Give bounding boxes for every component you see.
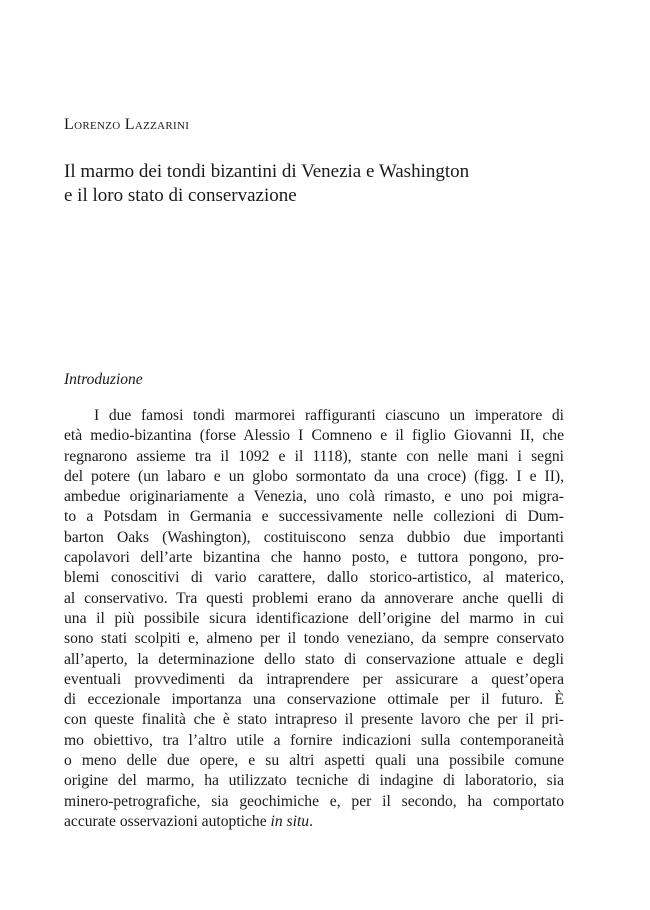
paragraph-line: con queste finalità che è stato intrapreso il presente lavoro che per il pri- [64, 711, 564, 729]
article-title-line-1: Il marmo dei tondi bizantini di Venezia e Washington [64, 161, 470, 182]
paragraph-line: al conservativo. Tra questi problemi erano da annoverare anche quelli di [64, 589, 564, 607]
body-paragraph [64, 406, 564, 832]
paragraph-line: to a Potsdam in Germania e successivamente nelle collezioni di Dum- [64, 508, 564, 526]
paragraph-line: mo obiettivo, tra l’altro utile a fornire indicazioni sulla contemporaneità [64, 731, 564, 749]
paragraph-line: età medio-bizantina (forse Alessio I Comneno e il figlio Giovanni II, che [64, 427, 564, 445]
paragraph-line: del potere (un labaro e un globo sormontato da una croce) (figg. I e II), [64, 467, 564, 485]
section-heading: Introduzione [64, 371, 143, 388]
paragraph-line: minero-petrografiche, sia geochimiche e, per il secondo, ha comportato [64, 792, 564, 810]
paragraph-last-line [64, 812, 564, 832]
paragraph-line: una il più possibile sicura identificazione dell’origine del marmo in cui [64, 609, 564, 627]
paragraph-line: barton Oaks (Washington), costituiscono senza dubbio due importanti [64, 528, 564, 546]
author-first-name: Lorenzo [64, 116, 121, 133]
article-title-line-2: e il loro stato di conservazione [64, 185, 297, 206]
paragraph-line: regnarono assieme tra il 1092 e il 1118), stante con nelle mani i segni [64, 447, 564, 465]
italic-phrase: in situ [270, 812, 310, 830]
paragraph-line: ambedue originariamente a Venezia, uno colà rimasto, e uno poi migra- [64, 488, 564, 506]
paragraph-line: blemi conoscitivi di vario carattere, dallo storico-artistico, al materico, [64, 569, 564, 587]
paragraph-line: all’aperto, la determinazione dello stato di conservazione attuale e degli [64, 650, 564, 668]
paragraph-line: di eccezionale importanza una conservazione ottimale per il futuro. È [64, 691, 564, 709]
paragraph-line: o meno delle due opere, e su altri aspetti quali una possibile comune [64, 752, 564, 770]
paragraph-line: I due famosi tondi marmorei raffiguranti ciascuno un imperatore di [94, 407, 564, 424]
paragraph-line: sono stati scolpiti e, almeno per il tondo veneziano, da sempre conservato [64, 630, 564, 648]
paragraph-line: eventuali provvedimenti da intraprendere per assicurare a quest’opera [64, 670, 564, 688]
paragraph-end-punctuation: . [309, 812, 313, 830]
paragraph-line: capolavori dell’arte bizantina che hanno posto, e tuttora pongono, pro- [64, 549, 564, 567]
paragraph-line: accurate osservazioni autoptiche [64, 812, 271, 830]
author-name [64, 116, 189, 134]
paragraph-line: origine del marmo, ha utilizzato tecniche di indagine di laboratorio, sia [64, 772, 564, 790]
author-last-name: Lazzarini [124, 116, 190, 133]
article-title [64, 160, 604, 208]
